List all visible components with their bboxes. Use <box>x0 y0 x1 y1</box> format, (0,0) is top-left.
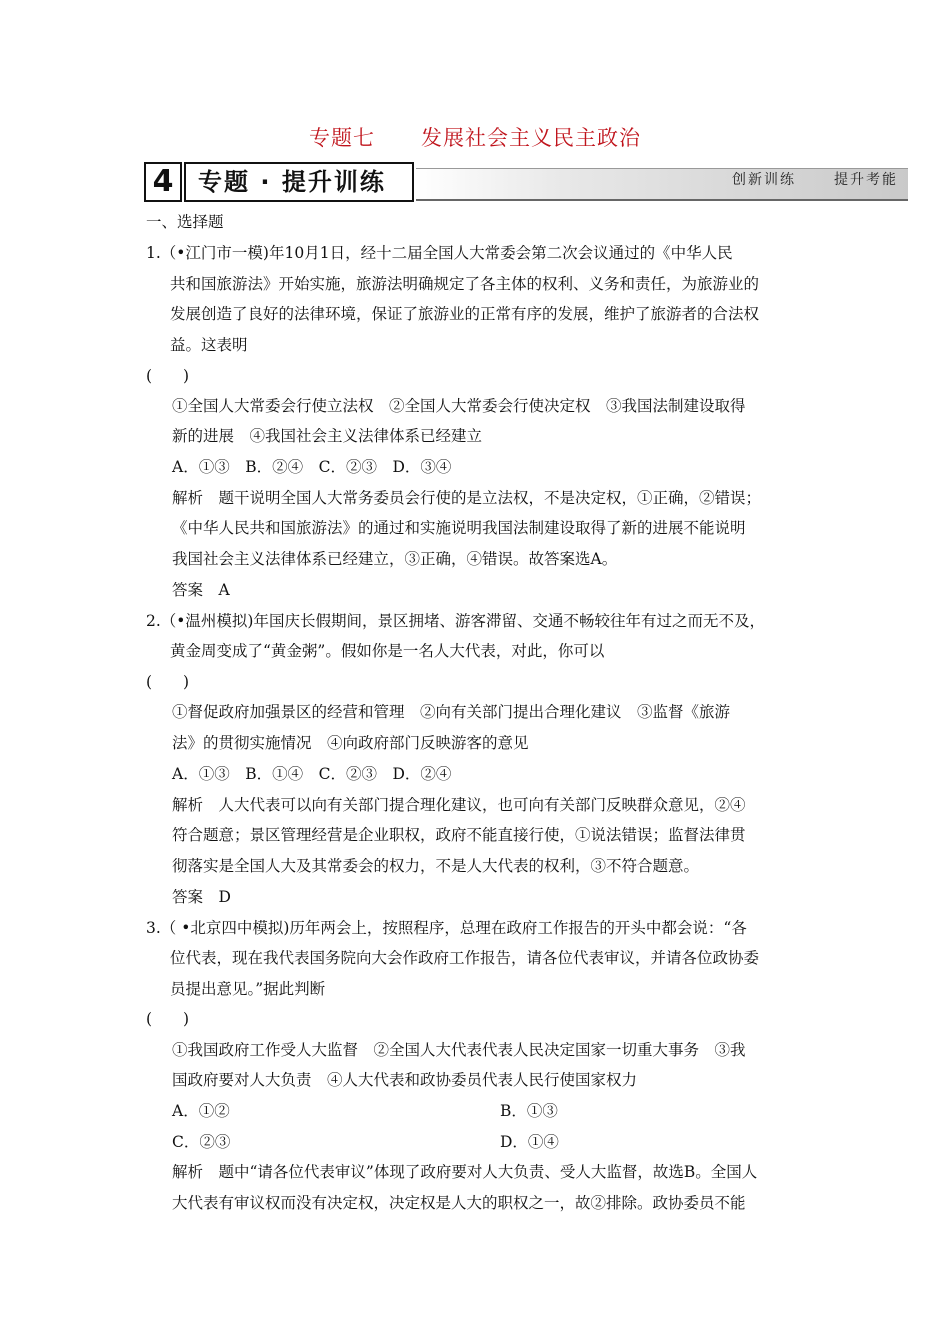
q3-answer-paren: ( ) <box>146 1010 190 1028</box>
q1-analysis-line: 我国社会主义法律体系已经建立，③正确，④错误。故答案选A。 <box>172 550 618 568</box>
q3-analysis-line: 大代表有审议权而没有决定权，决定权是人大的职权之一，故②排除。政协委员不能 <box>172 1194 746 1212</box>
q1-stem-line: 1.（•江门市一模)年10月1日，经十二届全国人大常委会第二次会议通过的《中华人民 <box>146 244 733 262</box>
banner-label: 专题 · 提升训练 <box>184 162 414 202</box>
q2-item-line: ①督促政府加强景区的经营和管理 ②向有关部门提出合理化建议 ③监督《旅游 <box>172 703 731 721</box>
q3-item-line: ①我国政府工作受人大监督 ②全国人大代表代表人民决定国家一切重大事务 ③我 <box>172 1041 746 1059</box>
section-heading: 一、选择题 <box>146 213 224 231</box>
q3-stem-line: 员提出意见。”据此判断 <box>170 980 326 998</box>
title-topic: 专题七 <box>309 126 375 150</box>
banner-slogan-2: 提升考能 <box>834 172 898 188</box>
q3-stem-line: 3.（ •北京四中模拟)历年两会上，按照程序，总理在政府工作报告的开头中都会说：“各 <box>146 919 747 937</box>
q3-analysis-line: 解析 题中“请各位代表审议”体现了政府要对人大负责、受人大监督，故选B。全国人 <box>172 1163 758 1181</box>
q1-stem-line: 共和国旅游法》开始实施，旅游法明确规定了各主体的权利、义务和责任，为旅游业的 <box>170 275 760 293</box>
q2-analysis-line: 彻落实是全国人大及其常委会的权力，不是人大代表的权利，③不符合题意。 <box>172 857 700 875</box>
q3-option-b: B．①③ <box>500 1102 558 1120</box>
q3-option-a: A．①② <box>172 1102 230 1120</box>
q1-answer: 答案 A <box>172 581 230 599</box>
q3-stem-line: 位代表，现在我代表国务院向大会作政府工作报告，请各位代表审议，并请各位政协委 <box>170 949 760 967</box>
q3-option-c: C．②③ <box>172 1133 231 1151</box>
q3-option-d: D．①④ <box>500 1133 559 1151</box>
q1-analysis-line: 解析 题干说明全国人大常务委员会行使的是立法权，不是决定权，①正确，②错误； <box>172 489 762 507</box>
q2-options: A．①③ B．①④ C．②③ D．②④ <box>172 765 452 783</box>
banner-number: 4 <box>144 162 182 202</box>
banner-slogan-1: 创新训练 <box>732 172 796 188</box>
q2-answer-paren: ( ) <box>146 673 190 691</box>
q1-item-line: ①全国人大常委会行使立法权 ②全国人大常委会行使决定权 ③我国法制建设取得 <box>172 397 746 415</box>
q2-stem-line: 2.（•温州模拟)年国庆长假期间，景区拥堵、游客滞留、交通不畅较往年有过之而无不及， <box>146 612 765 630</box>
q1-stem-line: 益。这表明 <box>170 336 248 354</box>
section-banner <box>144 162 908 204</box>
q1-options: A．①③ B．②④ C．②③ D．③④ <box>172 458 452 476</box>
title-subject: 发展社会主义民主政治 <box>421 126 641 150</box>
q2-stem-line: 黄金周变成了“黄金粥”。假如你是一名人大代表，对此，你可以 <box>170 642 605 660</box>
q2-item-line: 法》的贯彻实施情况 ④向政府部门反映游客的意见 <box>172 734 529 752</box>
q3-item-line: 国政府要对人大负责 ④人大代表和政协委员代表人民行使国家权力 <box>172 1071 638 1089</box>
page-title <box>0 122 950 152</box>
q1-stem-line: 发展创造了良好的法律环境，保证了旅游业的正常有序的发展，维护了旅游者的合法权 <box>170 305 760 323</box>
q1-answer-paren: ( ) <box>146 367 190 385</box>
q2-answer: 答案 D <box>172 888 231 906</box>
q1-item-line: 新的进展 ④我国社会主义法律体系已经建立 <box>172 427 483 445</box>
q2-analysis-line: 符合题意；景区管理经营是企业职权，政府不能直接行使，①说法错误；监督法律贯 <box>172 826 746 844</box>
q1-analysis-line: 《中华人民共和国旅游法》的通过和实施说明我国法制建设取得了新的进展不能说明 <box>172 519 746 537</box>
q2-analysis-line: 解析 人大代表可以向有关部门提合理化建议，也可向有关部门反映群众意见，②④ <box>172 796 746 814</box>
